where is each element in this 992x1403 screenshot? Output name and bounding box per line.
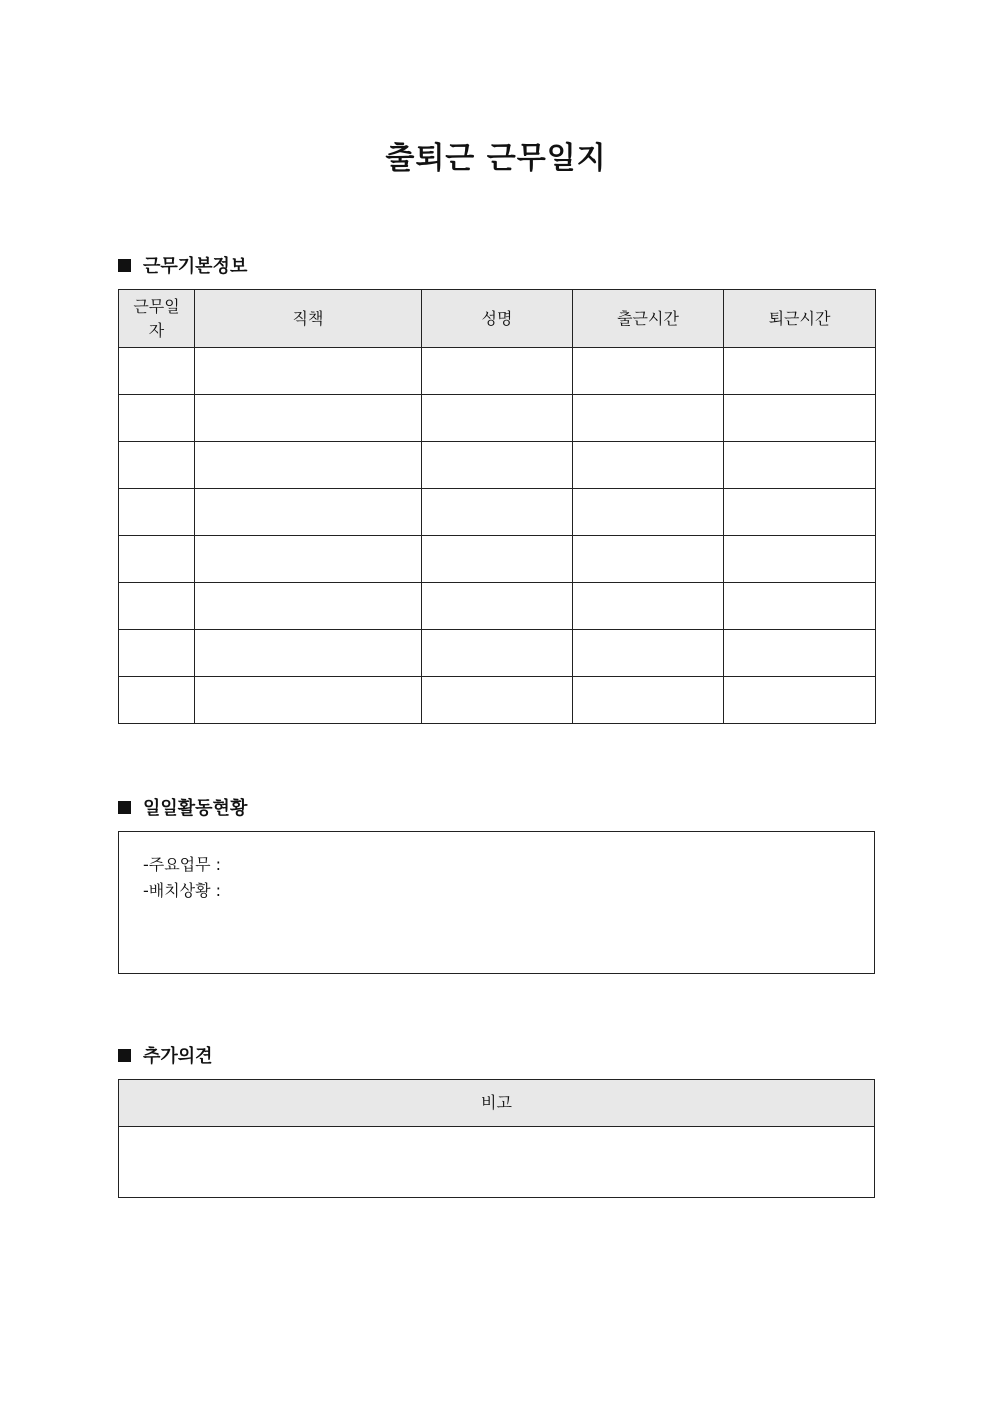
section-heading-label: 추가의견	[143, 1046, 213, 1067]
column-header-work-date: 근무일자	[119, 290, 195, 348]
position-cell[interactable]	[195, 583, 422, 630]
section-heading-daily-activity	[118, 795, 247, 819]
position-cell[interactable]	[195, 395, 422, 442]
position-cell[interactable]	[195, 348, 422, 395]
clock-out-cell[interactable]	[724, 489, 876, 536]
column-header-remarks: 비고	[119, 1080, 875, 1127]
table-row	[119, 442, 876, 489]
remarks-cell[interactable]	[119, 1127, 875, 1198]
table-header-row	[119, 290, 876, 348]
name-cell[interactable]	[422, 442, 573, 489]
table-header-row	[119, 1080, 875, 1127]
table-row	[119, 348, 876, 395]
table-row	[119, 1127, 875, 1198]
square-bullet-icon	[118, 259, 131, 272]
position-cell[interactable]	[195, 630, 422, 677]
work-date-cell[interactable]	[119, 395, 195, 442]
name-cell[interactable]	[422, 536, 573, 583]
section-heading-additional-opinion	[118, 1043, 213, 1067]
clock-in-cell[interactable]	[573, 630, 724, 677]
clock-in-cell[interactable]	[573, 348, 724, 395]
table-row	[119, 630, 876, 677]
name-cell[interactable]	[422, 583, 573, 630]
position-cell[interactable]	[195, 442, 422, 489]
column-header-position: 직책	[195, 290, 422, 348]
column-header-clock-in: 출근시간	[573, 290, 724, 348]
section-heading-basic-info	[118, 253, 247, 277]
clock-in-cell[interactable]	[573, 536, 724, 583]
position-cell[interactable]	[195, 489, 422, 536]
table-row	[119, 489, 876, 536]
table-row	[119, 395, 876, 442]
clock-out-cell[interactable]	[724, 583, 876, 630]
square-bullet-icon	[118, 801, 131, 814]
work-date-cell[interactable]	[119, 630, 195, 677]
main-duties-line: -주요업무 :	[143, 855, 222, 874]
name-cell[interactable]	[422, 348, 573, 395]
position-cell[interactable]	[195, 677, 422, 724]
clock-in-cell[interactable]	[573, 489, 724, 536]
clock-in-cell[interactable]	[573, 583, 724, 630]
name-cell[interactable]	[422, 677, 573, 724]
square-bullet-icon	[118, 1049, 131, 1062]
column-header-name: 성명	[422, 290, 573, 348]
position-cell[interactable]	[195, 536, 422, 583]
name-cell[interactable]	[422, 489, 573, 536]
work-date-cell[interactable]	[119, 583, 195, 630]
table-row	[119, 583, 876, 630]
clock-in-cell[interactable]	[573, 395, 724, 442]
clock-out-cell[interactable]	[724, 442, 876, 489]
daily-activity-box[interactable]	[118, 831, 875, 974]
column-header-clock-out: 퇴근시간	[724, 290, 876, 348]
table-row	[119, 677, 876, 724]
clock-out-cell[interactable]	[724, 348, 876, 395]
name-cell[interactable]	[422, 395, 573, 442]
clock-out-cell[interactable]	[724, 630, 876, 677]
clock-in-cell[interactable]	[573, 442, 724, 489]
section-heading-label: 일일활동현황	[143, 798, 248, 819]
table-row	[119, 536, 876, 583]
section-heading-label: 근무기본정보	[143, 256, 248, 277]
clock-in-cell[interactable]	[573, 677, 724, 724]
clock-out-cell[interactable]	[724, 536, 876, 583]
work-date-cell[interactable]	[119, 677, 195, 724]
clock-out-cell[interactable]	[724, 395, 876, 442]
work-date-cell[interactable]	[119, 348, 195, 395]
deployment-status-line: -배치상황 :	[143, 881, 222, 900]
name-cell[interactable]	[422, 630, 573, 677]
work-date-cell[interactable]	[119, 536, 195, 583]
work-date-cell[interactable]	[119, 489, 195, 536]
remarks-table	[118, 1079, 875, 1198]
work-date-cell[interactable]	[119, 442, 195, 489]
clock-out-cell[interactable]	[724, 677, 876, 724]
page-title: 출퇴근 근무일지	[385, 141, 607, 176]
work-info-table	[118, 289, 876, 724]
